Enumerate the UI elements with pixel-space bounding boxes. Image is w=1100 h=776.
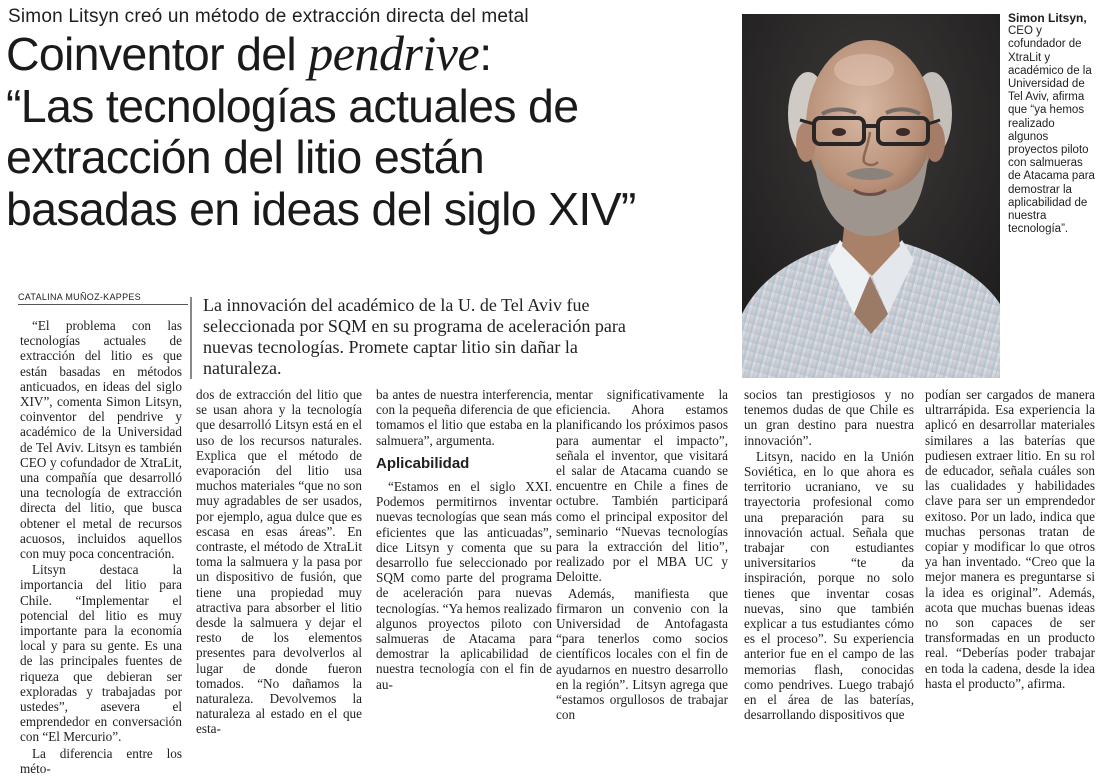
- paragraph: Litsyn destaca la importancia del litio para Chile. “Implementar el potencial del litio es muy importante para la economía local y para su gente. Es una de las principales fuentes de riqueza que debieran ser exploradas y trabajadas por ustedes”, asevera el emprendedor en conversación con “El Mercurio”.: [20, 562, 182, 745]
- paragraph: socios tan prestigiosos y no tenemos dudas de que Chile es un gran destino para nuestra innovación”.: [744, 387, 914, 448]
- body-column-4: [556, 387, 728, 723]
- article-kicker: Simon Litsyn creó un método de extracción directa del metal: [8, 6, 529, 27]
- portrait-photo: [742, 14, 1000, 378]
- photo-caption: [1008, 12, 1098, 236]
- paragraph: Litsyn, nacido en la Unión Soviética, en lo que ahora es territorio ucraniano, ve su trayectoria profesional como una preparación para su innovación actual. Señala que trabajar con estudiantes universitarios “te da inspiración, porque no solo tienes que inventar cosas nuevas, sino que también explicar a tus estudiantes cómo es el proceso”. Su experiencia anterior fue en el campo de las memorias flash, conocidas como pendrives. Luego trabajó en el área de las baterías, desarrollando dispositivos que: [744, 448, 914, 723]
- body-column-1: [20, 318, 182, 776]
- byline-divider: [18, 304, 188, 305]
- headline-line-2: “Las tecnologías actuales de: [6, 79, 579, 132]
- section-heading: Aplicabilidad: [376, 454, 470, 472]
- paragraph: “Estamos en el siglo XXI. Podemos permitirnos inventar nuevas tecnologías que sean más eficientes que las anticuadas”, dice Litsyn y comenta que su desarrollo fue seleccionado por SQM como parte del programa de aceleración para nuevas tecnologías. “Ya hemos realizado algunos proyectos piloto con salmueras de Atacama para demostrar la aplicabilidad de nuestra tecnología con el fin de au-: [376, 479, 552, 692]
- paragraph: ba antes de nuestra interferencia, con la pequeña diferencia de que tomamos el litio que estaba en la salmuera”, argumenta.: [376, 387, 552, 448]
- headline-italic-word: pendrive: [308, 25, 480, 81]
- portrait-illustration: [742, 14, 1000, 378]
- paragraph: dos de extracción del litio que se usan ahora y la tecnología que desarrolló Litsyn está en el uso de los recursos naturales. Explica que el método de evaporación del litio usa muchos materiales “que no son muy agradables de ser usados, por ejemplo, agua dulce que es escasa en esas áreas”. En contraste, el método de XtraLit toma la salmuera y la pasa por un dispositivo de fusión, que tiene una propiedad muy atractiva para absorber el litio desde la salmuera y dejar el resto de los elementos presentes para devolverlos al lugar de donde fueron tomados. “No dañamos la naturaleza. Devolvemos la naturaleza al estado en el que esta-: [196, 387, 362, 737]
- paragraph: “El problema con las tecnologías actuales de extracción del litio es que están basadas en métodos anticuados, en ideas del siglo XIV”, comenta Simon Litsyn, coinventor del pendrive y académico de la Universidad de Tel Aviv. Litsyn es también CEO y cofundador de XtraLit, una compañía que desarrolló una tecnología de extracción directa del litio, que busca obtener el metal de recursos acuosos, incluidos aquellos con muy poca concentración.: [20, 318, 182, 562]
- paragraph: mentar significativamente la eficiencia. Ahora estamos planificando los próximos pasos para aumentar el impacto”, señala el inventor, que visitará el salar de Atacama cuando se encuentre en Chile a fines de octubre. También participará como el principal expositor del seminario “Nuevas tecnologías para la extracción del litio”, realizado por el MBA UC y Deloitte.: [556, 387, 728, 585]
- caption-name: Simon Litsyn,: [1008, 11, 1087, 25]
- byline: CATALINA MUÑOZ-KAPPES: [18, 292, 141, 302]
- article-lead: La innovación del académico de la U. de Tel Aviv fue seleccionada por SQM en su programa de aceleración para nuevas tecnologías. Promete captar litio sin dañar la naturaleza.: [203, 295, 626, 378]
- headline-line-3: extracción del litio están: [6, 131, 485, 183]
- body-column-2: [196, 387, 362, 737]
- headline-line-4: basadas en ideas del siglo XIV”: [6, 182, 636, 235]
- headline-line-1: Coinventor del pendrive:: [6, 25, 492, 81]
- article-headline: [6, 25, 736, 235]
- caption-text: CEO y cofundador de XtraLit y académico de la Universidad de Tel Aviv, afirma que “ya hemos realizado algunos proyectos piloto con salmueras de Atacama para demostrar la aplicabilidad de nuestra tecnología”.: [1008, 25, 1095, 236]
- paragraph: La diferencia entre los méto-: [20, 745, 182, 776]
- body-column-6: [925, 387, 1095, 691]
- paragraph: Además, manifiesta que firmaron un convenio con la Universidad de Antofagasta “para tenerlos como socios científicos locales con el fin de ayudarnos en nuestro desarrollo en la región”. Litsyn agrega que “estamos orgullosos de trabajar con: [556, 585, 728, 723]
- lead-accent-bar: [190, 297, 192, 379]
- body-column-3: [376, 387, 552, 692]
- body-column-5: [744, 387, 914, 723]
- paragraph: podían ser cargados de manera ultrarrápida. Esa experiencia la aplicó en desarrollar materiales similares a las baterías que pudiesen extraer litio. En su rol de educador, señala cuáles son las cualidades y habilidades clave para ser un emprendedor exitoso. Por un lado, indica que muchas personas tratan de copiar y modificar lo que otros ya han inventado. “Creo que la mejor manera es preguntarse si la idea es original”. Además, acota que muchas buenas ideas no son capaces de ser transformadas en un producto real. “Deberías poder trabajar en toda la cadena, desde la idea hasta el producto”, afirma.: [925, 387, 1095, 691]
